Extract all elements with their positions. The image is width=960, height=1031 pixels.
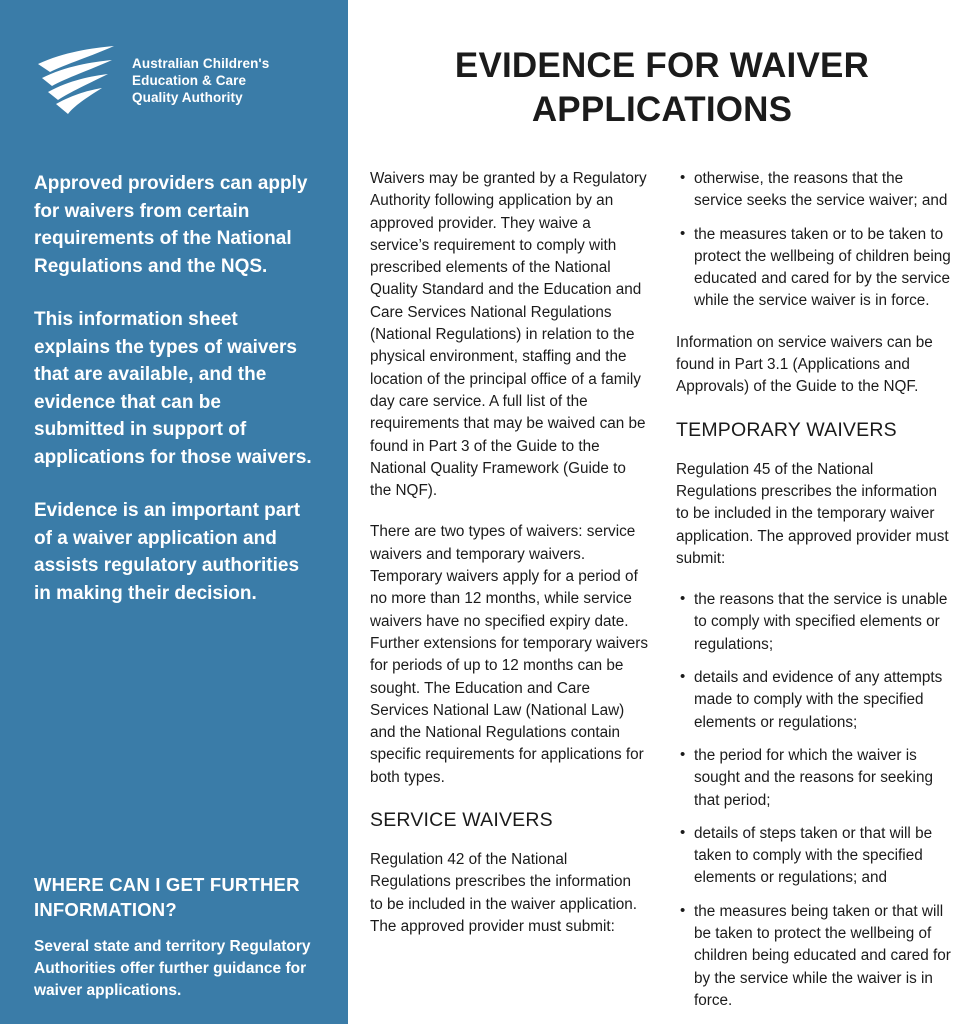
organisation-name-line-3: Quality Authority <box>132 89 243 105</box>
sidebar-intro-text <box>0 170 348 607</box>
column-left <box>370 168 648 1031</box>
organisation-name-line-1: Australian Children's <box>132 55 270 71</box>
text-columns <box>348 132 960 1031</box>
body-paragraph: Information on service waivers can be found in Part 3.1 (Applications and Approvals) of the Guide to the NQF. <box>676 333 933 396</box>
service-waiver-requirements-list <box>676 168 954 313</box>
section-heading-service-waivers: SERVICE WAIVERS <box>370 809 553 832</box>
sidebar-paragraph: Approved providers can apply for waivers from certain requirements of the National Regulations and the NQS. <box>34 173 308 277</box>
temporary-waiver-requirements-list <box>676 589 954 1012</box>
list-item: • details of steps taken or that will be taken to comply with the specified elements or regulations; and <box>694 823 954 890</box>
list-item: • details and evidence of any attempts made to comply with the specified elements or regulations; <box>694 667 954 734</box>
body-paragraph: Waivers may be granted by a Regulatory Authority following application by an approved provider. They waive a service’s requirement to comply with prescribed elements of the National Quality Standard and the Education and Care Services National Regulations (National Regulations) in relation to the physical environment, staffing and the location of the principal office of a family day care service. A full list of the requirements that may be waived can be found in Part 3 of the Guide to the National Quality Framework (Guide to the NQF). <box>370 170 647 500</box>
main-content <box>348 0 960 1024</box>
section-heading-temporary-waivers: TEMPORARY WAIVERS <box>676 418 897 441</box>
page-title: EVIDENCE FOR WAIVER APPLICATIONS <box>454 46 870 129</box>
body-paragraph: Regulation 42 of the National Regulations prescribes the information to be included in the waiver application. The approved provider must submit: <box>370 851 638 935</box>
organisation-name-line-2: Education & Care <box>132 72 247 88</box>
organisation-logo <box>0 0 348 118</box>
further-information-heading: WHERE CAN I GET FURTHER INFORMATION? <box>34 874 300 920</box>
acecqa-swoosh-logo-icon <box>34 42 120 118</box>
column-right <box>676 168 954 1031</box>
body-paragraph: There are two types of waivers: service waivers and temporary waivers. Temporary waivers apply for a period of no more than 12 months, while service waivers have no specified expiry date. Further extensions for temporary waivers for periods of up to 12 months can be sought. The Education and Care Services National Law (National Law) and the National Regulations contain specific requirements for applications for both types. <box>370 523 648 786</box>
sidebar-footer <box>34 872 322 1002</box>
list-item: • the period for which the waiver is sought and the reasons for seeking that period; <box>694 745 954 812</box>
list-item: • the measures taken or to be taken to protect the wellbeing of children being educated and cared for by the service while the service waiver is in force. <box>694 224 954 313</box>
body-paragraph: Regulation 45 of the National Regulations prescribes the information to be included in the temporary waiver application. The approved provider must submit: <box>676 460 949 567</box>
organisation-name <box>132 55 269 106</box>
sidebar-panel <box>0 0 348 1024</box>
list-item: • otherwise, the reasons that the service seeks the service waiver; and <box>694 168 954 213</box>
list-item: • the reasons that the service is unable to comply with specified elements or regulations; <box>694 589 954 656</box>
further-information-text: Several state and territory Regulatory Authorities offer further guidance for waiver applications. <box>34 938 311 999</box>
sidebar-paragraph: This information sheet explains the types of waivers that are available, and the evidence that can be submitted in support of applications for those waivers. <box>34 309 312 468</box>
list-item: • the measures being taken or that will be taken to protect the wellbeing of children being educated and cared for by the service while the waiver is in force. <box>694 901 954 1012</box>
sidebar-paragraph: Evidence is an important part of a waiver application and assists regulatory authorities in making their decision. <box>34 500 301 604</box>
